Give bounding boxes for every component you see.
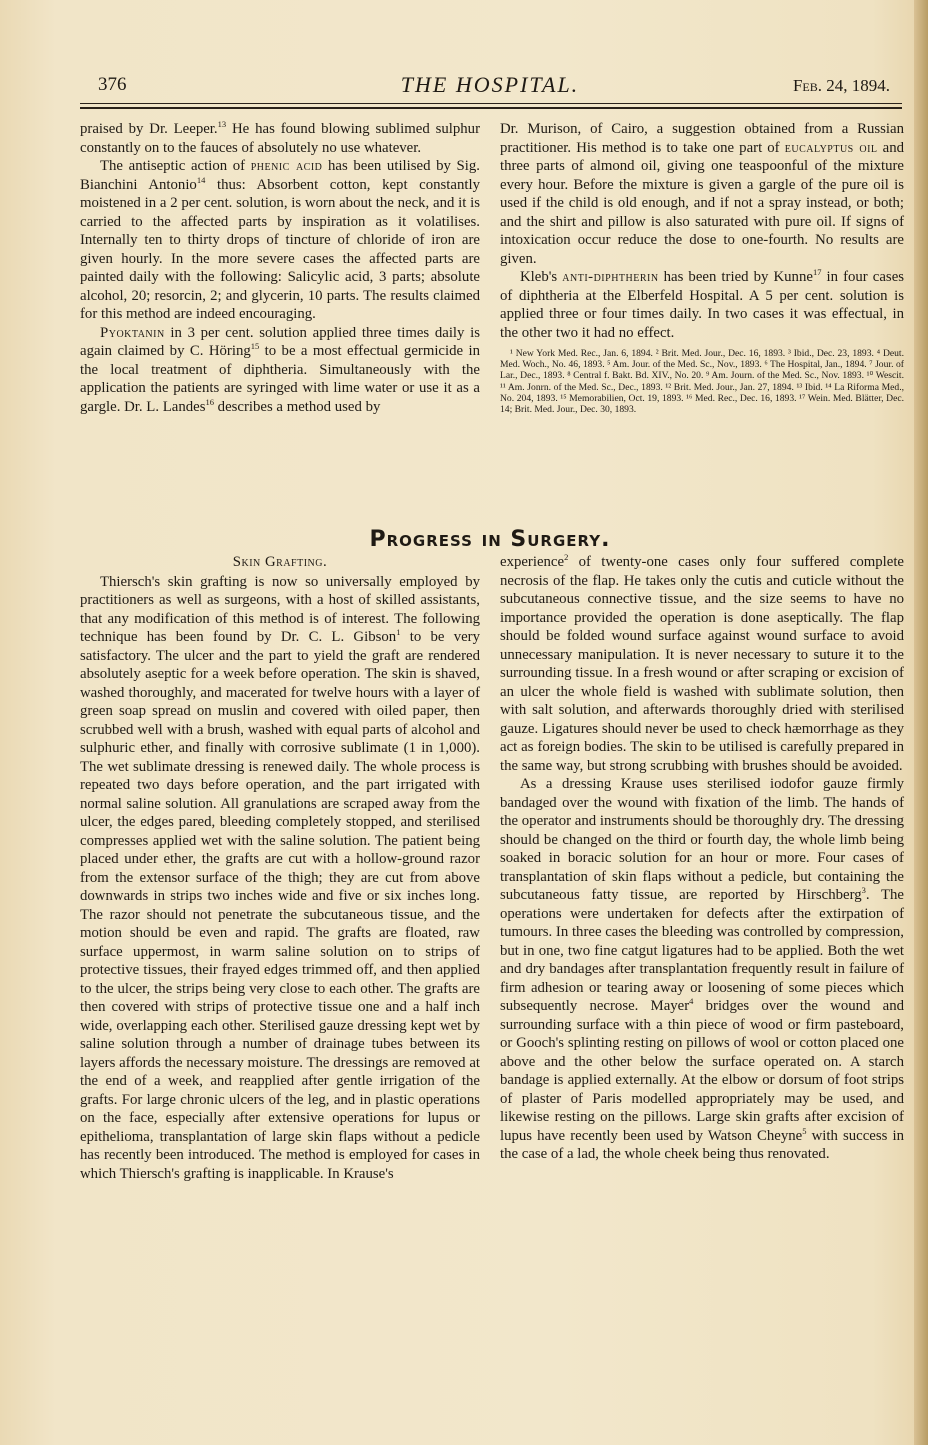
header-rule-thick	[80, 107, 902, 109]
subheading: Skin Grafting.	[232, 554, 328, 570]
column-top-right	[500, 120, 904, 415]
paragraph: Thiersch's skin grafting is now so universally employed by practitioners as well as surgeons, with a host of skilled assistants, that any modification of this method is of interest. The following technique has been found by Dr. C. L. Gibson$^1$ to be very satisfactory. The ulcer and the part to yield the graft are rendered absolutely aseptic for a week before operation. The skin is shaved, washed thoroughly, and macerated for twelve hours with a layer of green soap spread on muslin and covered with oiled paper, then scrubbed well with a brush, washed with equal parts of alcohol and sulphuric ether, and finally with corrosive sublimate (1 in 1,000). The wet sublimate dressing is renewed daily. The whole process is repeated two days before operation, and the part irrigated with normal saline solution. All granulations are scraped away from the ulcer, the edges pared, bleeding completely stopped, and sterilised compresses applied wet with the saline solution. The patient being placed under ether, the grafts are cut with a hollow-ground razor from the extensor surface of the thigh; they are cut from above downwards in strips two inches wide and five or six inches long. The razor should not penetrate the subcutaneous tissue, and the motion should be even and rapid. The grafts are floated, raw surface uppermost, in warm saline solution on to strips of protective tissues, their frayed edges trimmed off, and then applied to the ulcer, the strips being very close to each other. The grafts are then covered with strips of protective tissue one and a half inch wide, overlapping each other. Sterilised gauze dressing kept wet by saline solution through a number of drainage tubes between its layers affords the necessary moisture. The dressings are removed at the end of a week, and reapplied after gentle irrigation of the grafts. For large chronic ulcers of the leg, and in plastic operations on the face, especially after extensive operations for lupus or epithelioma, transplantation of large skin flaps without a pedicle has recently been introduced. The method is employed for cases in which Thiersch's grafting is inapplicable. In Krause's	[80, 573, 481, 1182]
page-number: 376	[98, 74, 127, 95]
footnote-list: ¹ New York Med. Rec., Jan. 6, 1894. ² Brit. Med. Jour., Dec. 16, 1893. ³ Ibid., Dec. 23, 1893. ⁴ Deut. Med. Woch., No. 46, 1893. ⁵ Am. Jour. of the Med. Sc., Nov., 1893. ⁶ The Hospital, Jan., 1894. ⁷ Jour. of Lar., Dec., 1893. ⁸ Central f. Bakt. Bd. XIV., No. 20. ⁹ Am. Journ. of the Med. Sc., Nov. 1893. ¹⁰ Wescit. ¹¹ Am. Jonrn. of the Med. Sc., Dec., 1893. ¹² Brit. Med. Jour., Jan. 27, 1894. ¹³ Ibid. ¹⁴ La Riforma Med., No. 204, 1893. ¹⁵ Memorabilien, Oct. 19, 1893. ¹⁶ Med. Rec., Dec. 16, 1893. ¹⁷ Wein. Med. Blätter, Dec. 14; Brit. Med. Jour., Dec. 30, 1893.	[500, 348, 904, 416]
drug-term: phenic acid	[250, 158, 323, 174]
paragraph: Kleb's anti-diphtherin has been tried by Kunne$^{17}$ in four cases of diphtheria at the Elberfeld Hospital. A 5 per cent. solution is applied three or four times daily. In two cases it was effectual, in the other two it had no effect.	[500, 267, 905, 341]
column-bottom-left	[80, 553, 480, 1183]
paragraph: Dr. Murison, of Cairo, a suggestion obtained from a Russian practitioner. His method is to take one part of eucalyptus oil and three parts of almond oil, giving one teaspoonful of the mixture every hour. Before the mixture is given a gargle of the pure oil is used if the child is old enough, and if not a spray instead, or both; and the shirt and pillow is also saturated with pure oil. If signs of intoxication occur reduce the dose to one-fourth. No results are given.	[500, 121, 904, 267]
page-edge	[914, 0, 928, 1445]
page-header	[80, 70, 900, 104]
column-top-left	[80, 120, 480, 416]
paragraph: praised by Dr. Leeper.$^{13}$ He has found blowing sublimed sulphur constantly on to the fauces of absolutely no use whatever.	[80, 119, 481, 156]
paragraph: experience$^2$ of twenty-one cases only four suffered complete necrosis of the flap. He takes only the cutis and cuticle without the subcutaneous connective tissue, and the size seems to have no importance provided the operation is done aseptically. The flap should be folded wound surface against wound surface to avoid unnecessary manipulation. It is never necessary to suture it to the surrounding tissue. In a fresh wound or after scraping or excision of an ulcer the whole field is washed with sublimate solution, then with salt solution, and afterwards thoroughly dried with sterilised gauze. Ligatures should never be used to check hæmorrhage as they act as foreign bodies. The skin to be utilised is carefully prepared in the same way, but strong scrubbing with brushes should be avoided.	[500, 552, 904, 774]
paragraph: Pyoktanin in 3 per cent. solution applied three times daily is again claimed by C. Höring$^{15}$ to be a most effectual germicide in the local treatment of diphtheria. Simultaneously with the application the patients are syringed with lime water or use it as a gargle. Dr. L. Landes$^{16}$ describes a method used by	[80, 324, 480, 415]
journal-title: THE HOSPITAL.	[400, 72, 580, 97]
drug-term: eucalyptus oil	[784, 139, 878, 156]
footnotes	[500, 348, 904, 415]
paragraph: As a dressing Krause uses sterilised iodofor gauze firmly bandaged over the wound with fixation of the limb. The hands of the operator and instruments should be thoroughly dry. The dressing should be changed on the third or fourth day, the whole limb being soaked in boracic solution for an hour or more. Four cases of transplantation of skin flaps without a pedicle, but containing the subcutaneous fatty tissue, are reported by Hirschberg$^3$. The operations were undertaken for defects after the extirpation of tumours. In three cases the bleeding was controlled by compression, but in one, two fine catgut ligatures had to be applied. Both the wet and dry bandages after transplantation frequently result in failure of firm adhesion or tearing away or loosening of some pieces which subsequently necrose. Mayer$^4$ bridges over the wound and surrounding surface with a thin piece of wood or firm pasteboard, or Gooch's splinting resting on pillows of wool or cotton placed one above and the other below the surface operated on. A starch bandage is applied externally. At the elbow or dorsum of foot strips of plaster of Paris modelled appropriately may be used, and likewise resting on the pillows. Large skin grafts after excision of lupus have recently been used by Watson Cheyne$^5$ with success in the case of a lad, the whole cheek being thus renovated.	[500, 776, 904, 1162]
section-heading: Progress in Surgery.	[369, 527, 611, 552]
drug-term: anti-diphtherin	[562, 269, 659, 285]
paragraph: The antiseptic action of phenic acid has been utilised by Sig. Bianchini Antonio$^{14}$ thus: Absorbent cotton, kept constantly moistened in a 2 per cent. solution, is worn about the neck, and it is carried to the affected parts by inspiration as it volatilises. Internally ten to thirty drops of tincture of chloride of iron are given hourly. In the more severe cases the affected parts are painted daily with the following: Salicylic acid, 3 parts; absolute alcohol, 20; resorcin, 2; and glycerin, 10 parts. The results claimed for this method are indeed encouraging.	[80, 158, 480, 322]
drug-term: Pyoktanin	[100, 324, 165, 341]
header-rule-thin	[80, 103, 902, 104]
issue-date: Feb. 24, 1894.	[792, 76, 890, 95]
column-bottom-right	[500, 553, 904, 1164]
